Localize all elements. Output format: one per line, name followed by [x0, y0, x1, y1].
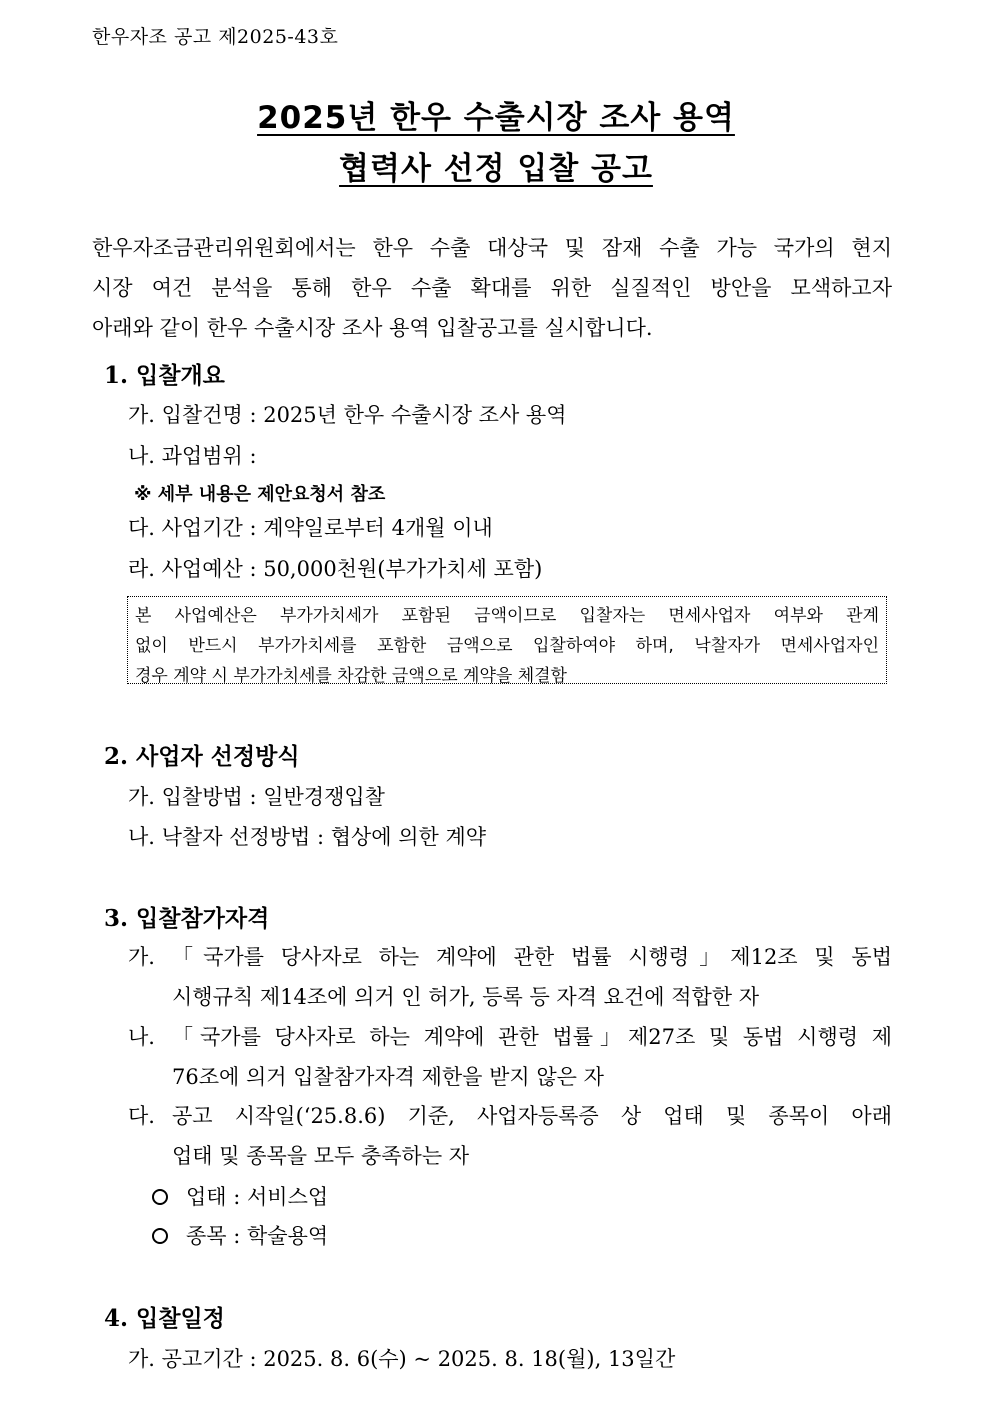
item-marker: 다. [128, 1104, 155, 1128]
selection-method-item: 나. 낙찰자 선정방법 : 협상에 의한 계약 [128, 825, 487, 849]
eligibility-line: 「국가를 당사자로 하는 계약에 관한 법률 시행령」제12조 및 동법 [172, 945, 892, 969]
budget-notice-line: 없이 반드시 부가가치세를 포함한 금액으로 입찰하여야 하며, 낙찰자가 면세사업자인 [135, 636, 879, 656]
eligibility-line: 업태 및 종목을 모두 충족하는 자 [172, 1144, 470, 1168]
eligibility-line: 「국가를 당사자로 하는 계약에 관한 법률」제27조 및 동법 시행령 제 [172, 1025, 892, 1049]
eligibility-item-a [128, 937, 892, 1017]
section-heading-schedule: 4. 입찰일정 [104, 1305, 225, 1332]
eligibility-item-c [128, 1096, 892, 1176]
document-number: 한우자조 공고 제2025-43호 [92, 26, 339, 48]
section-heading-eligibility: 3. 입찰참가자격 [104, 905, 270, 932]
eligibility-item-b [128, 1017, 892, 1097]
budget-notice-line: 경우 계약 시 부가가치세를 차감한 금액으로 계약을 체결함 [135, 666, 567, 686]
eligibility-text [172, 1017, 892, 1097]
budget-item: 라. 사업예산 : 50,000천원(부가가치세 포함) [128, 557, 543, 581]
eligibility-text [172, 937, 892, 1017]
eligibility-text [172, 1096, 892, 1176]
item-marker: 가. [128, 945, 155, 969]
section-heading-overview: 1. 입찰개요 [104, 362, 225, 389]
title-line-2: 협력사 선정 입찰 공고 [339, 151, 653, 187]
business-type-bullet [152, 1181, 328, 1211]
eligibility-line: 76조에 의거 입찰참가자격 제한을 받지 않은 자 [172, 1065, 604, 1089]
eligibility-line: 시행규칙 제14조에 의거 인 허가, 등록 등 자격 요건에 적합한 자 [172, 985, 760, 1009]
circle-bullet-icon [152, 1228, 168, 1244]
reference-note: ※ 세부 내용은 제안요청서 참조 [134, 484, 386, 505]
notice-period-item: 가. 공고기간 : 2025. 8. 6(수) ~ 2025. 8. 18(월), 13일간 [128, 1347, 676, 1371]
budget-notice-line: 본 사업예산은 부가가치세가 포함된 금액이므로 입찰자는 면세사업자 여부와 관계 [135, 606, 879, 626]
intro-line: 한우자조금관리위원회에서는 한우 수출 대상국 및 잠재 수출 가능 국가의 현지 [92, 236, 892, 260]
intro-line: 시장 여건 분석을 통해 한우 수출 확대를 위한 실질적인 방안을 모색하고자 [92, 276, 892, 300]
intro-line: 아래와 같이 한우 수출시장 조사 용역 입찰공고를 실시합니다. [92, 316, 653, 340]
bid-name-item: 가. 입찰건명 : 2025년 한우 수출시장 조사 용역 [128, 403, 567, 427]
item-marker: 나. [128, 1025, 155, 1049]
business-item-bullet [152, 1220, 328, 1250]
intro-paragraph [92, 228, 892, 348]
circle-bullet-icon [152, 1189, 168, 1205]
bid-method-item: 가. 입찰방법 : 일반경쟁입찰 [128, 785, 385, 809]
title-line-1: 2025년 한우 수출시장 조사 용역 [257, 100, 735, 136]
eligibility-line: 공고 시작일(‘25.8.6) 기준, 사업자등록증 상 업태 및 종목이 아래 [172, 1104, 892, 1128]
period-item: 다. 사업기간 : 계약일로부터 4개월 이내 [128, 516, 493, 540]
budget-notice-box [127, 596, 887, 684]
scope-item: 나. 과업범위 : [128, 444, 257, 468]
business-type-text: 업태 : 서비스업 [186, 1185, 329, 1209]
section-heading-selection: 2. 사업자 선정방식 [104, 743, 300, 770]
business-item-text: 종목 : 학술용역 [186, 1224, 329, 1248]
